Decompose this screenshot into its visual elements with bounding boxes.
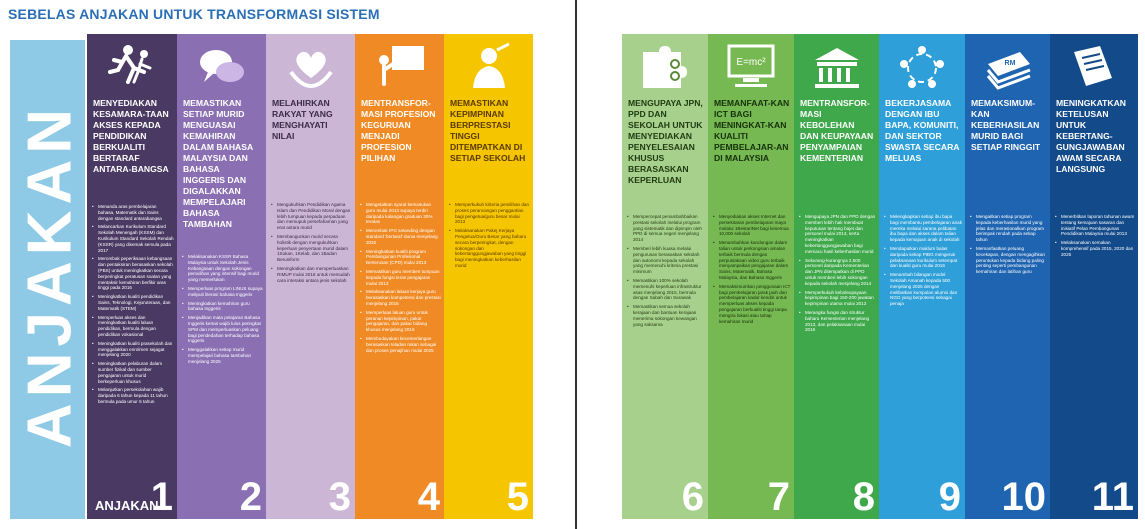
shift-column-2 [177,34,266,519]
shift-column-8 [794,34,879,519]
list-item: • Menambah bilangan model Sekolah Amanah kepada 500 menjelang 2025 dengan melibatkan kumpulan alumni dan NGO yang berpotensi sebagai penaja [883,272,962,307]
shift-items [270,202,352,286]
leader-icon [444,38,533,96]
shift-number: 7 [767,475,790,519]
list-item: • Memperluas program LINUS supaya meliputi literasi bahasa Inggeris [181,286,263,298]
list-item: • Melaksanakan KSSR Bahasa Malaysia untuk Sekolah Jenis Kebangsaan dengan sokongan pemulihan yang intensif bagi murid yang memerlukan [181,254,263,283]
list-item: • Melaksanakan semakan komprehensif pada 2015, 2020 dan 2025 [1054,240,1135,257]
building-icon [794,38,879,96]
shift-heading: MEMAKSIMUM-KAN KEBERHASILAN MURID BAGI SETIAP RINGGIT [971,98,1041,152]
shift-column-5 [444,34,533,519]
list-item: • Mengaitkan setiap program kepada keberhasilan murid yang jelas dan merasionalkan program berimpak rendah pada setiap tahun [969,214,1047,243]
speech-bubbles-icon [177,38,266,96]
svg-text:RM: RM [1004,60,1015,67]
anjakan-label: ANJAKAN [95,498,159,513]
shift-items [712,214,791,327]
monitor-icon [708,38,794,96]
list-item: • Meningkatkan pelaburan dalam sumber fizikal dan sumber pengajaran untuk murid berkeperluan khusus [91,361,174,384]
svg-text:E=mc²: E=mc² [736,57,766,68]
shift-heading: MENYEDIAKAN KESAMARA-TAAN AKSES KEPADA PENDIDIKAN BERKUALITI BERTARAF ANTARA-BANGSA [93,98,169,174]
list-item: • Mengetatkan syarat kemasukan guru mulai 2013 supaya terdiri daripada kalangan graduan 30% teratas [359,202,441,225]
list-item: • Mengukuhkan Pendidikan Agama Islam dan Pendidikan Moral dengan lebih tumpuan kepada perpaduan dan memupuk persefahaman yang erat antara murid [270,202,352,231]
shift-column-9 [879,34,965,519]
running-people-icon [87,38,177,96]
people-circle-icon [879,38,965,96]
list-item: • Menyediakan akses Internet dan persekitaran pembelajaran maya melalui 1BestariNet bagi kesemua 10,000 sekolah [712,214,791,237]
shift-column-6 [622,34,708,519]
shift-heading: MENTRANSFOR-MASI KEBOLEHAN DAN KEUPAYAAN PENYAMPAIAN KEMENTERIAN [800,98,874,163]
teacher-board-icon [355,38,444,96]
list-item: • Menambahkan kandungan dalam talian untuk perkongsian amalan terbaik bermula dengan perpustakaan video guru terbaik menyampaikan pengajaran dalam Sains, Matematik, Bahasa Malaysia, dan Bahasa Inggeris [712,240,791,281]
shift-items [448,202,530,272]
list-item: • Memanfaatkan peluang kecekapan, dengan mengagihkan peruntukan kepada bidang paling penting seperti pembangunan kemahiran dan latihan guru [969,246,1047,275]
shift-items [969,214,1047,278]
shift-items [1054,214,1135,261]
vertical-anjakan-banner [10,40,85,519]
list-item: • Membangunkan murid secara holistik dengan mengukuhkan keperluan penyertaan murid dalam 1Sukan, 1Kelab, dan 1Badan Beruniform [270,234,352,263]
list-item: • Menerbitkan laporan tahunan awam tentang kemajuan sasaran dan inisiatif Pelan Pembangunan Pendidikan Malaysia mulai 2013 [1054,214,1135,237]
shift-number: 5 [506,475,529,519]
shift-number: 9 [938,475,961,519]
list-item: • Meningkatkan kualiti pendidikan Sains, Teknologi, Kejuruteraan, dan Matematik (STEM) [91,294,174,311]
shift-column-11 [1050,34,1138,519]
shift-heading: MENINGKATKAN KETELUSAN UNTUK KEBERTANG-GUNGJAWABAN AWAM SECARA LANGSUNG [1056,98,1127,174]
list-item: • Mempercepat penambahbaikan prestasi sekolah melalui program yang sistematik dan dipimpin oleh PPD di semua negeri menjelang 2014 [626,214,705,243]
list-item: • Meningkatkan dan memperluaskan RIMUP mulai 2016 untuk memudah cara interaksi antara jenis sekolah [270,266,352,283]
shift-number: 11 [1091,475,1134,519]
list-item: • Meningkatkan kualiti program Pembangunan Profesional Berterusan (CPD) mulai 2013 [359,249,441,266]
shift-number: 10 [1001,475,1046,519]
list-item: • Memperkukuh keboleupayaan kepimpinan bagi 150-200 jawatan kepimpinan utama mulai 2013 [798,290,876,307]
shift-column-10 [965,34,1050,519]
hands-heart-icon [266,38,355,96]
list-item: • Merombak IPG setanding dengan standard 'bertaraf' dunia menjelang 2020 [359,228,441,245]
document-icon [1050,38,1138,96]
list-item: • Meningkatkan kemahiran guru bahasa Inggeris [181,301,263,313]
list-item: • Memastikan semua sekolah kerajaan dan bantuan kerajaan menerima sokongan kewangan yang saksama [626,304,705,327]
list-item: • Meningkatkan kualiti prasekolah dan menggalakkan enrolmen sejagat menjelang 2020 [91,341,174,358]
shift-heading: MENTRANSFOR-MASI PROFESION KEGURUAN MENJADI PROFESION PILIHAN [361,98,436,163]
shift-number: 2 [239,475,262,519]
list-item: • Menggalakkan setiap murid mempelajari bahasa tambahan menjelang 2025 [181,347,263,364]
list-item: • Memastikan guru memberi tumpuan kepada fungsi teras pengajaran mulai 2013 [359,269,441,286]
shift-heading: MEMASTIKAN KEPIMPINAN BERPRESTASI TINGGI DITEMPATKAN DI SETIAP SEKOLAH [450,98,526,163]
list-item: • Memperkukuh kriteria pemilihan dan proses perancangan penggantian bagi pengetua/guru besar mulai 2013 [448,202,530,225]
shift-items [181,254,263,368]
list-item: • Memperluas laluan guru untuk peranan kepimpinan, pakar pengajaran, dan pakar bidang khusus menjelang 2016 [359,310,441,333]
vertical-anjakan-label: ANJAKAN [15,102,85,449]
money-stack-icon [965,38,1050,96]
shift-heading: MEMANFAAT-KAN ICT BAGI MENINGKAT-KAN KUALITI PEMBELAJAR-AN DI MALAYSIA [714,98,790,163]
list-item: • Memperluas akses dan meningkatkan kualiti laluan pendidikan, bermula dengan pendidikan vokasional [91,315,174,338]
list-item: • Memastikan 100% sekolah memenuhi keperluan infrastruktur asas menjelang 2015, bermula dengan Sabah dan Sarawak [626,278,705,301]
shift-number: 3 [328,475,351,519]
shift-number: 1 [150,475,173,519]
shift-column-3 [266,34,355,519]
list-item: • Mengupaya JPN dan PPD dengan memberi lebih hak membuat keputusan tentang bajet dan personel mulai 2013, serta meningkatkan kebertanggungjawaban bagi memacu hasil keberhasilan murid [798,214,876,255]
shift-items [798,214,876,336]
page-title: SEBELAS ANJAKAN UNTUK TRANSFORMASI SISTEM [8,6,380,22]
list-item: • Memberi lebih kuasa melalui pengurusan berasaskan sekolah dan autonomi kepada sekolah yang memenuhi kriteria prestasi minimum [626,246,705,275]
list-item: • Melancarkan Kurikulum Standard Sekolah Menengah (KSSM) dan Kurikulum Standard Sekolah Rendah (KSSR) yang disemak semula pada 2017 [91,224,174,253]
shift-heading: MENGUPAYA JPN, PPD DAN SEKOLAH UNTUK MENYEDIAKAN PENYELESAIAN KHUSUS BERASASKAN KEPERLUAN [628,98,703,185]
list-item: • Memaksimumkan penggunaan ICT bagi pembelajaran jarak jauh dan pembelajaran kadar kendiri untuk memperluas akses kepada pengajaran berkualiti tinggi tanpa mengira lokasi atau tahap kemahiran murid [712,284,791,325]
shift-heading: MEMASTIKAN SETIAP MURID MENGUASAI KEMAHIRAN DALAM BAHASA MALAYSIA DAN BAHASA INGGERIS DAN DIGALAKKAN MEMPELAJARI BAHASA TAMBAHAN [183,98,253,229]
puzzle-scissors-icon [622,38,708,96]
shift-number: 6 [681,475,704,519]
list-item: • Merangka fungsi dan struktur baharu Kementerian menjelang 2013, dan pelaksanaan mulai 2016 [798,310,876,333]
list-item: • Melaksanakan Pakej Kerjaya Pengetua/Guru Besar yang baharu secara berperingkat, dengan sokongan dan kebertanggungjawaban yang tinggi bagi meningkatkan keberhasilan murid [448,228,530,269]
list-item: • Melengkapkan setiap ibu bapa bagi membantu pembelajaran anak mereka melalui sarana pelibatan ibu bapa dan akses dalam talian kepada kemajuan anak di sekolah [883,214,962,243]
list-item: • Melaksanakan laluan kerjaya guru berasaskan kompetensi dan prestasi menjelang 2016 [359,289,441,306]
list-item: • Menanda aras pembelajaran bahasa, Matematik dan Sains dengan standard antarabangsa [91,204,174,221]
list-item: • Melanjutkan persekolahan wajib daripada 6 tahun kepada 11 tahun bermula pada umur 6 tahun [91,387,174,404]
shift-items [359,202,441,356]
shift-column-7 [708,34,794,519]
list-item: • Membudayakan kecemerlangan berasaskan teladan rakan sebagai dan proses penajihan mulai 2025 [359,336,441,353]
shift-items [626,214,705,330]
shift-heading: MELAHIRKAN RAKYAT YANG MENGHAYATI NILAI [272,98,333,141]
center-divider [575,0,577,529]
shift-column-4 [355,34,444,519]
list-item: • Merombak peperiksaan kebangsaan dan pentaksiran berasaskan sekolah (PBS) untuk meningkatkan secara berperingkat peratusan soalan yang mentaksir kemahiran berfikir aras tinggi pada 2016 [91,256,174,291]
shift-items [91,204,174,408]
list-item: • Sekurang-kurangnya 2,500 personel daripada Kementerian dan JPN ditempatkan di PPD untuk memberi lebih sokongan kepada sekolah menjelang 2014 [798,258,876,287]
shift-number: 4 [417,475,440,519]
shift-number: 8 [852,475,875,519]
list-item: • Menjadikan mata pelajaran Bahasa Inggeris kertas wajib lulus peringkat SPM dan memperluaskan peluang bagi pendedahan terhadap bahasa Inggeris [181,315,263,344]
list-item: • Mendapatkan maklum balas daripada setiap PIBG mengenai pelaksanaan kurikulum setempat dan kualiti guru mulai 2016 [883,246,962,269]
shift-items [883,214,962,310]
shift-heading: BEKERJASAMA DENGAN IBU BAPA, KOMUNITI, DAN SEKTOR SWASTA SECARA MELUAS [885,98,960,163]
shift-column-1 [87,34,177,519]
